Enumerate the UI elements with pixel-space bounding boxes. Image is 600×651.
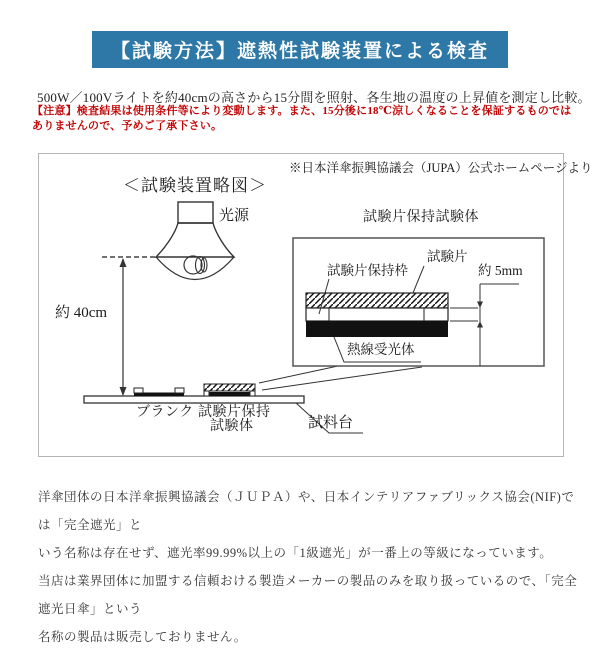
heat-receiver-layer xyxy=(306,321,448,337)
piece-label-leader xyxy=(413,266,424,293)
diagram-title: ＜試験装置略図＞ xyxy=(123,176,267,195)
heat-receiver-label: 熱線受光体 xyxy=(347,342,415,357)
caution-note: 【注意】検査結果は使用条件等により変動します。また、15分後に18℃涼しくなることを保証するものではありませんので、予めご了承下さい。 xyxy=(32,105,572,132)
footer-line: 名称の製品は販売しておりません。 xyxy=(38,630,247,644)
lamp-shade xyxy=(156,223,234,257)
footer-line: 当店は業界団体に加盟する信頼おける製造メーカーの製品のみを取り扱っているので、「完全遮光日傘」という xyxy=(38,574,578,616)
lamp-shade-rim xyxy=(156,257,234,280)
test-piece-label: 試験片 xyxy=(427,249,468,264)
thickness-label: 約 5mm xyxy=(478,263,523,278)
specimen-black-bar xyxy=(209,392,250,396)
intro-text: 500W／100Vライトを約40cmの高さから15分間を照射、各生地の温度の上昇値を測定し比較。 xyxy=(37,90,591,105)
diagram-linework xyxy=(39,154,563,456)
blank-clip-left xyxy=(134,388,143,393)
holding-frame-layer xyxy=(306,308,448,321)
blank-label: ブランク xyxy=(136,405,194,420)
test-apparatus-diagram xyxy=(38,153,593,457)
detail-box-title: 試験片保持試験体 xyxy=(363,210,479,225)
zoom-leader-lower xyxy=(262,367,422,390)
holding-frame-label: 試験片保持枠 xyxy=(327,263,408,278)
page-title: 【試験方法】遮熱性試験装置による検査 xyxy=(110,41,489,62)
lamp-bulb xyxy=(184,256,202,274)
specimen-hatched-bar xyxy=(204,384,255,391)
test-piece-layer xyxy=(306,293,448,308)
footer-text xyxy=(38,483,578,651)
specimen-holder-label-line1: 試験片保持 xyxy=(198,405,271,420)
arrow-up xyxy=(120,258,127,267)
lamp-socket xyxy=(178,202,213,223)
title-banner xyxy=(92,31,508,68)
sample-table xyxy=(84,396,304,403)
footer-line: 洋傘団体の日本洋傘振興協議会（ＪＵＰＡ）や、日本インテリアファブリックス協会(NIF)では「完全遮光」と xyxy=(38,490,575,532)
specimen-holder-label-line2: 試験体 xyxy=(210,419,254,434)
light-source-label: 光源 xyxy=(219,208,250,224)
height-label: 約 40cm xyxy=(55,305,108,321)
arrow-down xyxy=(120,387,127,396)
footer-line: いう名称は存在せず、遮光率99.99%以上の「1級遮光」が一番上の等級になっています。 xyxy=(38,546,553,560)
source-note: ※日本洋傘振興協議会（JUPA）公式ホームページより xyxy=(289,161,593,175)
sample-table-label: 試料台 xyxy=(308,415,354,431)
blank-clip-right xyxy=(175,388,184,393)
